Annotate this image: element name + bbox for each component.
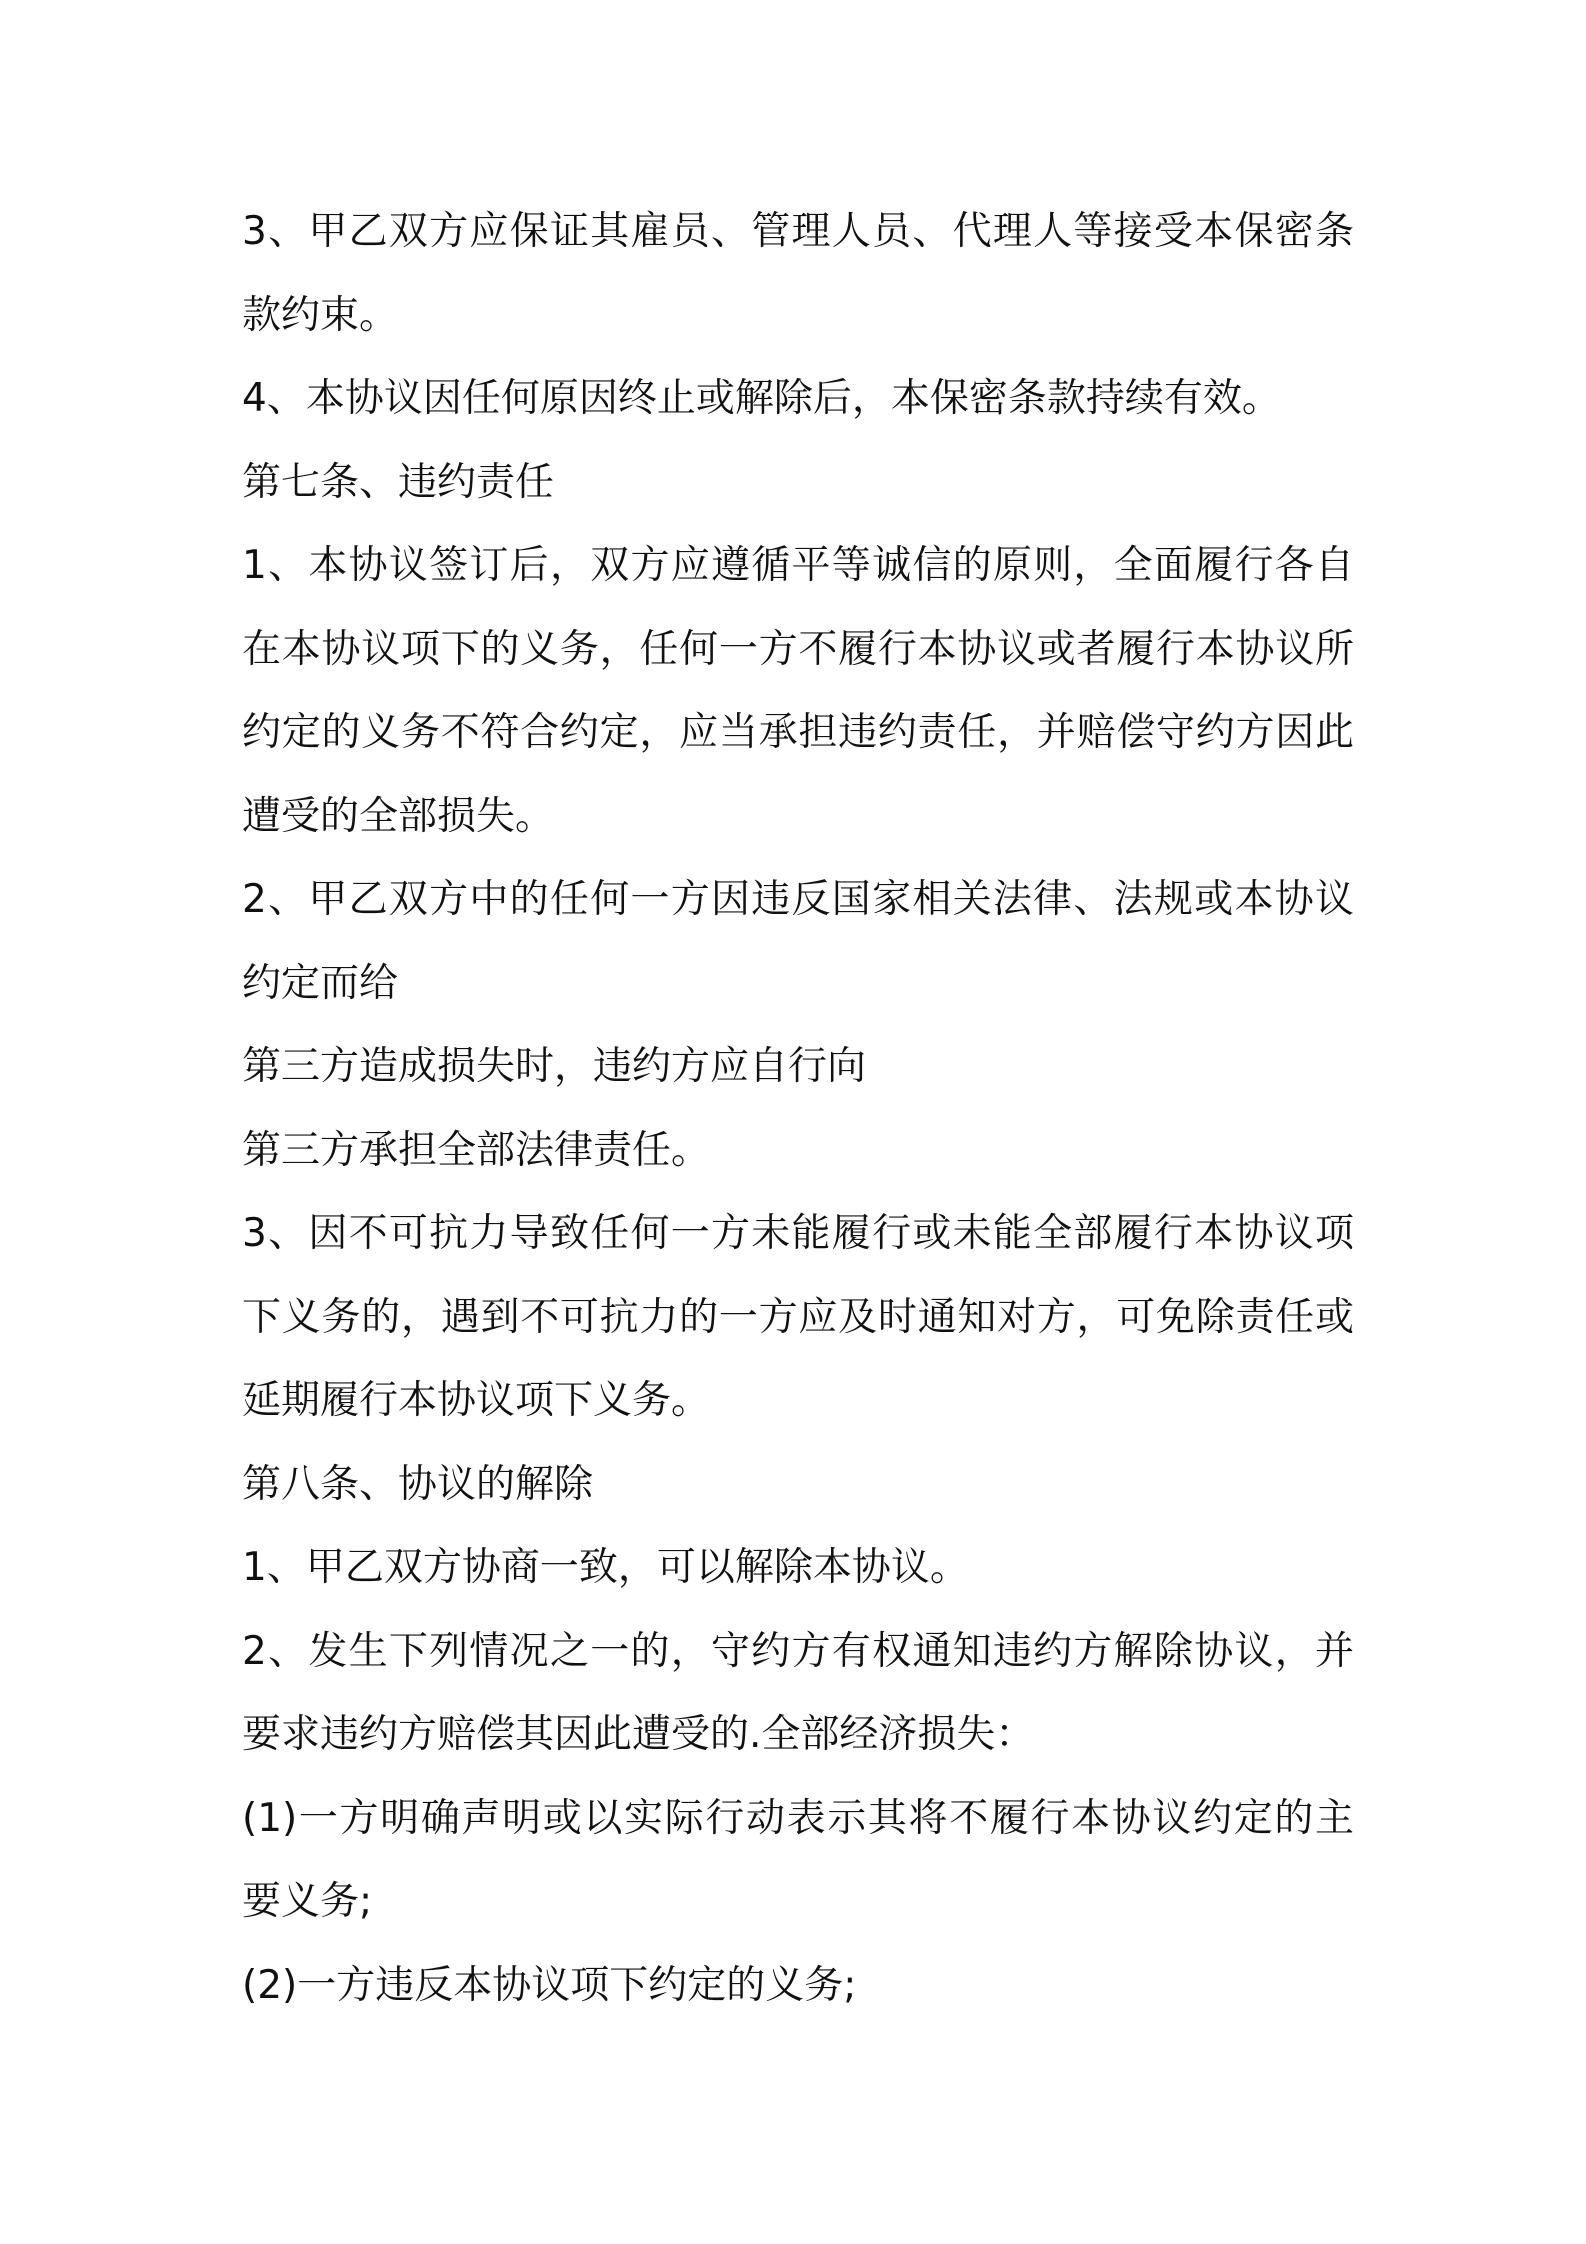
- document-line: 第八条、协议的解除: [242, 1461, 594, 1507]
- document-line: 约定的义务不符合约定，应当承担违约责任，并赔偿守约方因此: [242, 710, 1354, 755]
- document-line: 3、甲乙双方应保证其雇员、管理人员、代理人等接受本保密条: [242, 209, 1354, 254]
- document-line: 遭受的全部损失。: [242, 793, 555, 839]
- document-line: 4、本协议因任何原因终止或解除后，本保密条款持续有效。: [242, 376, 1281, 421]
- document-line: 2、甲乙双方中的任何一方因违反国家相关法律、法规或本协议: [242, 877, 1354, 922]
- document-line: 款约束。: [242, 292, 399, 338]
- document-line: 要义务;: [242, 1879, 373, 1924]
- document-line: (2)一方违反本协议项下约定的义务;: [242, 1962, 857, 2008]
- document-line: 3、因不可抗力导致任何一方未能履行或未能全部履行本协议项: [242, 1211, 1354, 1256]
- document-line: 下义务的，遇到不可抗力的一方应及时通知对方，可免除责任或: [242, 1294, 1354, 1340]
- document-body: [242, 190, 1362, 2027]
- document-line: 第三方承担全部法律责任。: [242, 1127, 711, 1173]
- document-line: 在本协议项下的义务，任何一方不履行本协议或者履行本协议所: [242, 626, 1354, 672]
- document-line: 要求违约方赔偿其因此遭受的.全部经济损失：: [242, 1712, 1035, 1757]
- document-line: 约定而给: [242, 960, 399, 1006]
- document-line: 1、本协议签订后，双方应遵循平等诚信的原则，全面履行各自: [242, 543, 1354, 588]
- document-line: 延期履行本协议项下义务。: [242, 1378, 711, 1423]
- document-line: 1、甲乙双方协商一致，可以解除本协议。: [242, 1545, 969, 1590]
- document-line: 2、发生下列情况之一的，守约方有权通知违约方解除协议，并: [242, 1628, 1354, 1674]
- document-line: 第七条、违约责任: [242, 459, 555, 505]
- document-line: (1)一方明确声明或以实际行动表示其将不履行本协议约定的主: [242, 1795, 1354, 1841]
- document-line: 第三方造成损失时，违约方应自行向: [242, 1044, 867, 1089]
